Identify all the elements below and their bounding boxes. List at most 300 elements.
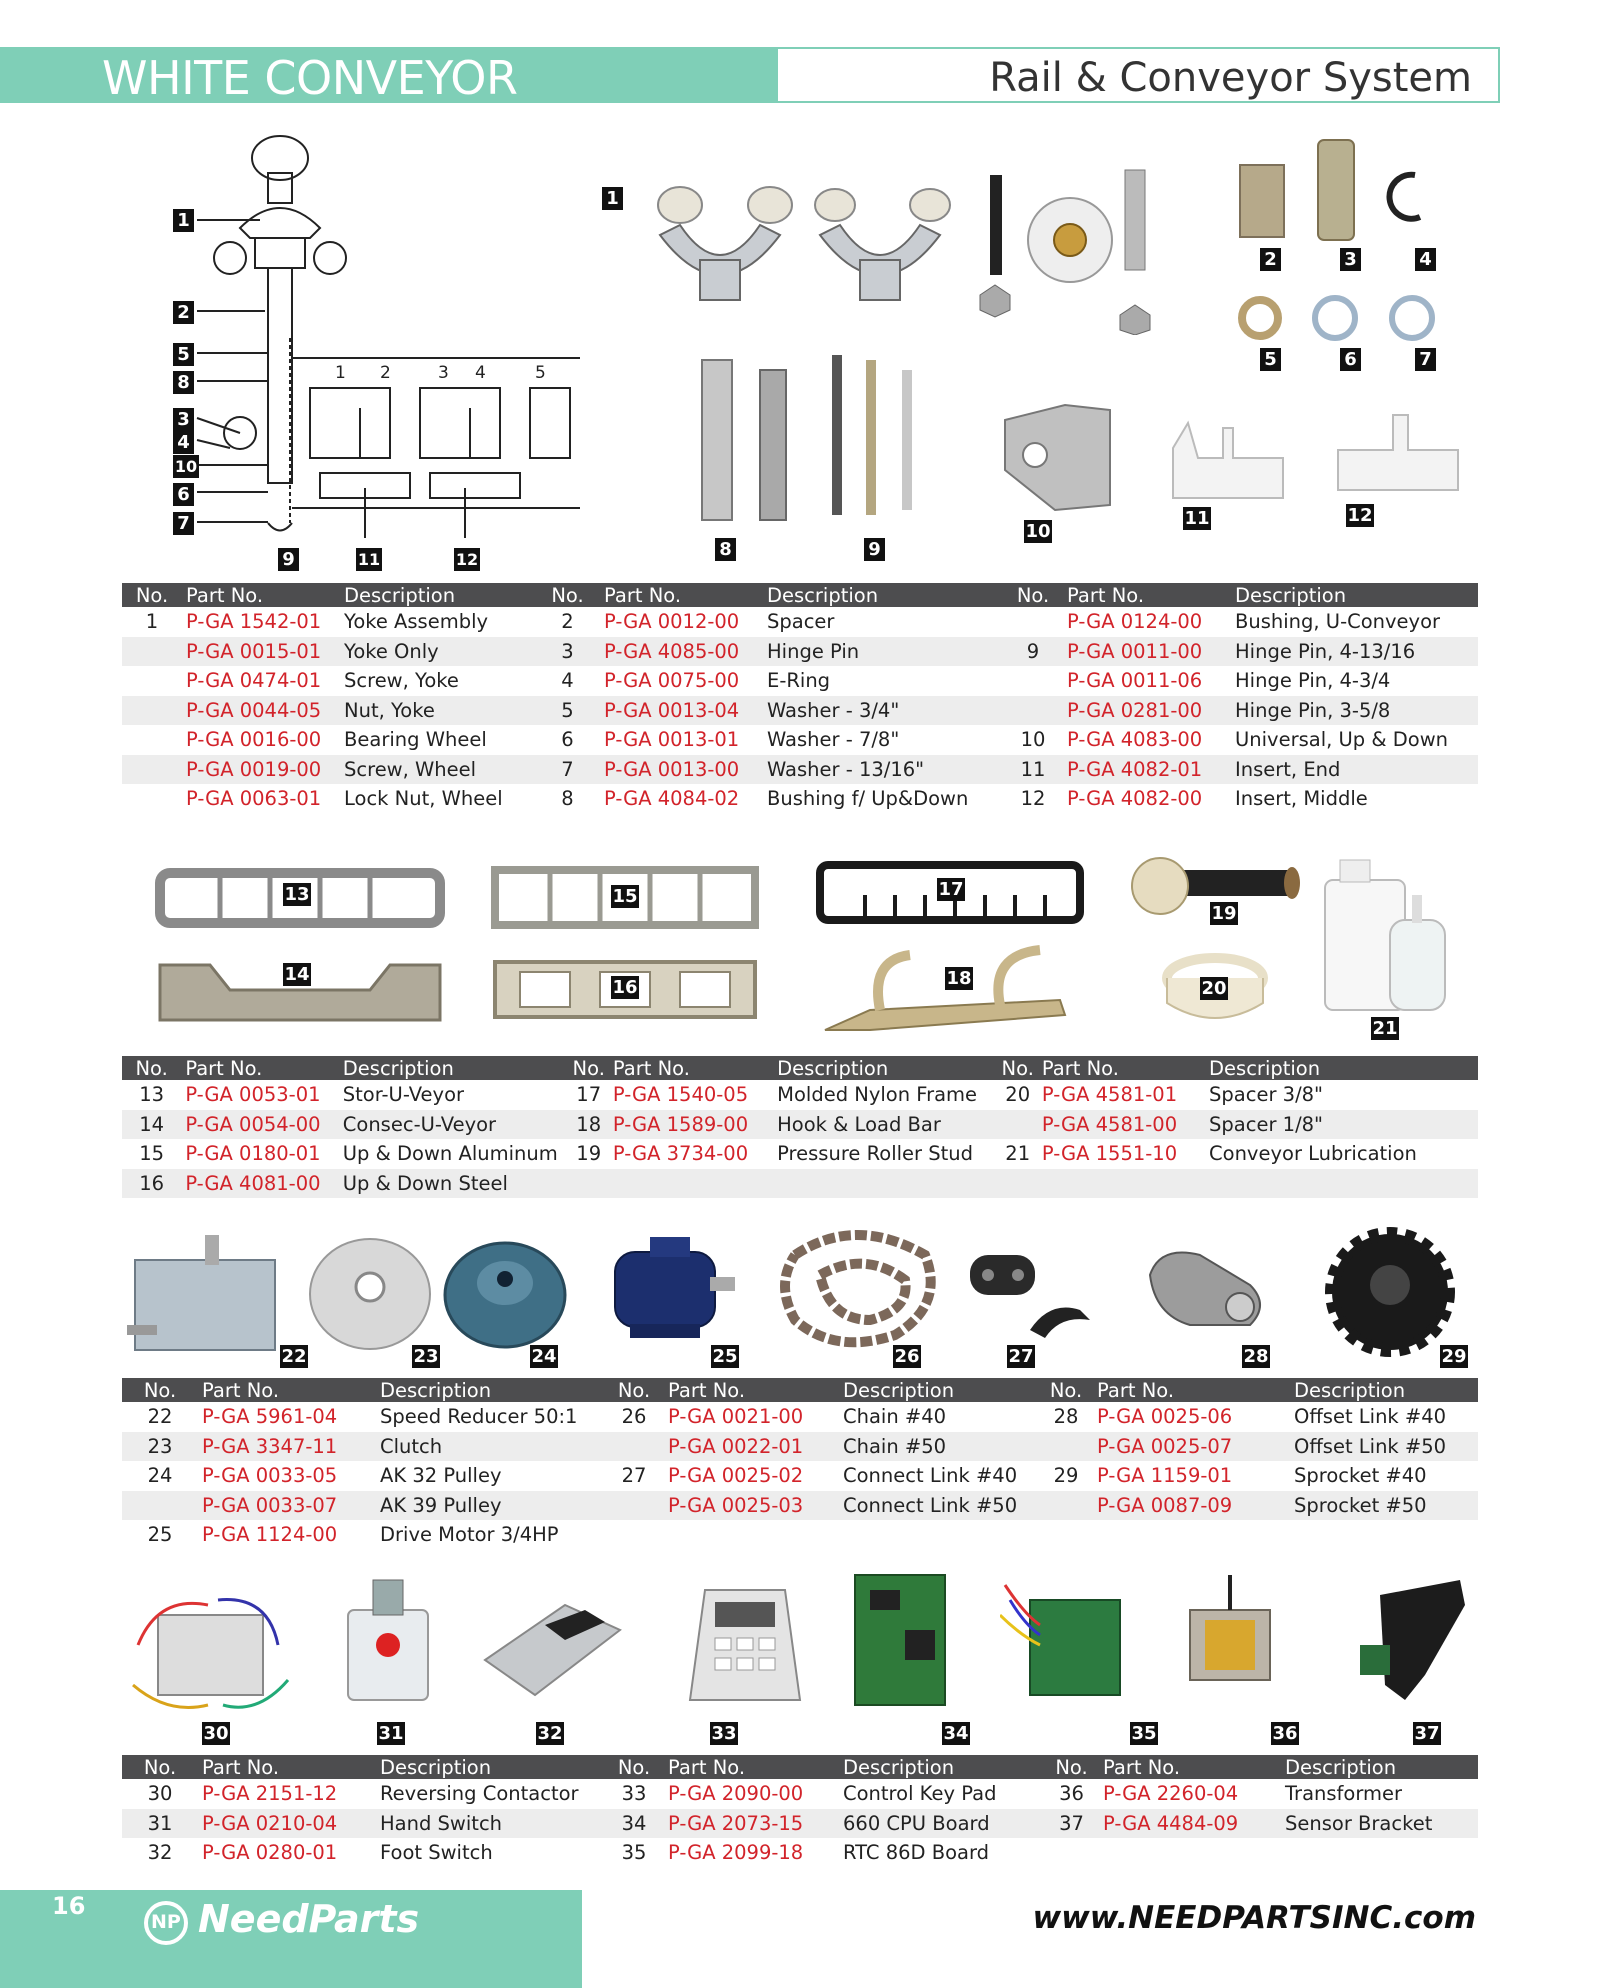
item-number-cell: 3 [535,637,600,667]
part-number-cell: P-GA 1551-10 [1041,1142,1178,1166]
part-number-cell: P-GA 0063-01 [186,787,322,811]
table-row [122,1432,1478,1462]
callout-badge: 10 [174,457,198,476]
photo-number-badge: 17 [938,879,964,900]
connect-link-photo [960,1240,1100,1350]
description-cell: Insert, End [1231,755,1478,785]
item-number-cell [1039,1432,1093,1462]
photo-number-badge: 13 [284,884,310,905]
part-number-cell: P-GA 4085-00 [600,637,763,667]
hinge-pins-photo [690,350,950,530]
table-row [122,1520,1478,1550]
part-number-cell: P-GA 4484-09 [1099,1809,1281,1839]
item-number-cell: 4 [561,669,574,693]
col-header-no: No. [122,1755,198,1779]
part-number-cell: P-GA 4581-01 [1041,1083,1178,1107]
part-number-cell: P-GA 4084-02 [604,787,740,811]
description-cell: AK 32 Pulley [380,1464,502,1488]
description-cell: Washer - 13/16" [763,755,1003,785]
sprocket-photo [1310,1225,1470,1360]
logo-mark: NP [151,1911,181,1933]
col-header-description: Description [763,583,1003,607]
item-number-cell [122,696,182,726]
table-row [122,755,1478,785]
part-number-cell: P-GA 0025-03 [664,1491,839,1521]
description-cell: Connect Link #50 [839,1491,1039,1521]
photo-number-badge: 3 [1340,248,1361,271]
transformer-photo [1175,1570,1285,1710]
item-number-cell: 17 [576,1083,602,1107]
foot-switch-photo [475,1590,625,1700]
description-cell: Clutch [376,1432,604,1462]
col-header-part-no: Part No. [182,583,340,607]
part-number-cell: P-GA 4083-00 [1067,728,1203,752]
description-cell [1290,1520,1478,1550]
part-number-cell: P-GA 0013-00 [600,755,763,785]
part-number-cell: P-GA 2073-15 [664,1809,839,1839]
needparts-logo [140,1895,440,1951]
description-cell: Offset Link #40 [1294,1405,1447,1429]
item-number-cell: 35 [621,1841,647,1865]
description-cell: Yoke Only [340,637,535,667]
description-cell: Up & Down Aluminum [342,1142,558,1166]
description-cell: Drive Motor 3/4HP [380,1523,559,1547]
col-header-description: Description [839,1755,1044,1779]
item-number-cell: 24 [147,1464,173,1488]
col-header-part-no: Part No. [198,1755,376,1779]
insert-end-photo [1168,418,1288,506]
parts-table-2 [122,1056,1478,1198]
description-cell: Connect Link #40 [843,1464,1018,1488]
part-number-cell: P-GA 0124-00 [1067,610,1203,634]
item-number-cell [1003,607,1063,637]
col-header-part-no: Part No. [198,1378,376,1402]
photo-number-badge: 34 [943,1723,969,1744]
drive-motor-photo [600,1232,740,1352]
description-cell: Hinge Pin, 4-3/4 [1235,669,1391,693]
callout-badge: 5 [173,343,194,366]
part-number-cell: P-GA 0021-00 [668,1405,804,1429]
item-number-cell [998,1110,1038,1140]
item-number-cell [122,1491,198,1521]
description-cell: RTC 86D Board [843,1841,990,1865]
col-header-part-no: Part No. [664,1755,839,1779]
item-number-cell: 10 [1020,728,1046,752]
description-cell [1281,1838,1478,1868]
description-cell: Conveyor Lubrication [1209,1142,1417,1166]
part-number-cell: P-GA 2260-04 [1103,1782,1239,1806]
description-cell [839,1520,1039,1550]
hook-load-bar-photo [810,940,1080,1040]
col-header-part-no: Part No. [181,1056,338,1080]
item-number-cell [122,637,182,667]
table-header-row [122,1378,1478,1402]
table-row [122,725,1478,755]
description-cell: Universal, Up & Down [1235,728,1449,752]
description-cell: Hinge Pin [763,637,1003,667]
part-number-cell: P-GA 2099-18 [668,1841,804,1865]
description-cell: Chain #50 [839,1432,1039,1462]
table-row [122,1838,1478,1868]
col-header-description: Description [340,583,535,607]
photo-number-badge: 31 [378,1723,404,1744]
description-cell: Stor-U-Veyor [342,1083,465,1107]
parts-table-4 [122,1755,1478,1868]
logo-text: NeedParts [198,1897,420,1941]
description-cell: Bushing f/ Up&Down [767,787,969,811]
bushing-pin-ering-photo [1230,135,1450,345]
cpu-board-photo [850,1570,950,1710]
photo-number-badge: 25 [712,1346,738,1367]
col-header-description: Description [839,1378,1039,1402]
item-number-cell [1003,696,1063,726]
part-number-cell: P-GA 0054-00 [181,1110,338,1140]
col-header-part-no: Part No. [1099,1755,1281,1779]
item-number-cell: 34 [604,1809,664,1839]
callout-badge: 8 [173,371,194,394]
item-number-cell: 22 [147,1405,173,1429]
description-cell: Consec-U-Veyor [339,1110,569,1140]
conveyor-exploded-diagram [170,128,590,578]
col-header-part-no: Part No. [1093,1378,1290,1402]
part-number-cell: P-GA 0011-00 [1063,637,1231,667]
part-number-cell: P-GA 0210-04 [198,1809,376,1839]
description-cell: 660 CPU Board [839,1809,1044,1839]
control-key-pad-photo [680,1580,810,1710]
part-number-cell: P-GA 4581-00 [1038,1110,1205,1140]
part-number-cell: P-GA 4081-00 [181,1169,338,1199]
item-number-cell: 20 [1005,1083,1031,1107]
np-logo-icon [144,1901,188,1945]
part-number-cell: P-GA 1540-05 [612,1083,749,1107]
photo-number-badge: 36 [1272,1723,1298,1744]
item-number-cell: 32 [147,1841,173,1865]
section-title: WHITE CONVEYOR [102,51,518,105]
table-header-row [122,583,1478,607]
item-number-cell [1039,1520,1093,1550]
description-cell: Bushing, U-Conveyor [1235,610,1441,634]
callout-badge: 9 [278,548,299,571]
photo-number-badge: 24 [531,1346,557,1367]
photo-number-badge: 12 [1347,505,1373,526]
part-number-cell: P-GA 0087-09 [1093,1491,1290,1521]
description-cell: Sensor Bracket [1281,1809,1478,1839]
description-cell [773,1169,997,1199]
description-cell: Transformer [1285,1782,1403,1806]
description-cell: Sprocket #40 [1294,1464,1427,1488]
col-header-part-no: Part No. [600,583,763,607]
item-number-cell: 28 [1053,1405,1079,1429]
item-number-cell [569,1169,609,1199]
part-number-cell: P-GA 5961-04 [202,1405,338,1429]
description-cell: Hand Switch [376,1809,604,1839]
item-number-cell: 29 [1053,1464,1079,1488]
photo-number-badge: 20 [1201,978,1227,999]
part-number-cell [1099,1838,1281,1868]
col-header-part-no: Part No. [664,1378,839,1402]
part-number-cell: P-GA 1542-01 [186,610,322,634]
photo-number-badge: 21 [1372,1018,1398,1039]
description-cell: Up & Down Steel [339,1169,569,1199]
item-number-cell: 25 [147,1523,173,1547]
col-header-description: Description [376,1378,604,1402]
photo-number-badge: 27 [1008,1346,1034,1367]
link-label: 2 [380,363,391,383]
item-number-cell [604,1491,664,1521]
col-header-no: No. [604,1755,664,1779]
part-number-cell: P-GA 0033-05 [202,1464,338,1488]
link-label: 5 [535,363,546,383]
col-header-no: No. [604,1378,664,1402]
part-number-cell: P-GA 0075-00 [604,669,740,693]
col-header-no: No. [122,1056,181,1080]
table-row [122,696,1478,726]
part-number-cell: P-GA 0013-04 [600,696,763,726]
photo-number-badge: 29 [1441,1346,1467,1367]
item-number-cell: 30 [147,1782,173,1806]
item-number-cell [122,725,182,755]
item-number-cell: 9 [1003,637,1063,667]
col-header-no: No. [122,1378,198,1402]
col-header-no: No. [1044,1755,1099,1779]
description-cell: Hinge Pin, 4-13/16 [1231,637,1478,667]
item-number-cell [604,1432,664,1462]
photo-number-badge: 1 [602,187,623,210]
table-row [122,607,1478,637]
item-number-cell: 2 [561,610,574,634]
description-cell: Offset Link #50 [1290,1432,1478,1462]
item-number-cell: 31 [122,1809,198,1839]
table-row [122,637,1478,667]
item-number-cell [122,755,182,785]
table-row [122,1491,1478,1521]
description-cell [1205,1169,1478,1199]
photo-number-badge: 19 [1211,903,1237,924]
table-row [122,1809,1478,1839]
photo-number-badge: 30 [203,1723,229,1744]
description-cell: Screw, Wheel [340,755,535,785]
insert-middle-photo [1333,410,1463,500]
col-header-description: Description [773,1056,997,1080]
table-row [122,1080,1478,1110]
item-number-cell: 14 [122,1110,181,1140]
item-number-cell: 15 [139,1142,165,1166]
photo-number-badge: 2 [1260,248,1281,271]
callout-badge: 1 [173,209,194,232]
header-left-band [0,47,778,103]
part-number-cell: P-GA 3347-11 [198,1432,376,1462]
item-number-cell: 18 [569,1110,609,1140]
col-header-description: Description [376,1755,604,1779]
description-cell: Lock Nut, Wheel [344,787,503,811]
part-number-cell: P-GA 0053-01 [185,1083,321,1107]
part-number-cell: P-GA 0025-07 [1093,1432,1290,1462]
part-number-cell: P-GA 4082-01 [1063,755,1231,785]
photo-number-badge: 15 [612,886,638,907]
col-header-description: Description [1281,1755,1478,1779]
table-row [122,1169,1478,1199]
link-label: 3 [438,363,449,383]
photo-number-badge: 7 [1415,348,1436,371]
universal-up-down-photo [990,400,1120,515]
item-number-cell: 23 [122,1432,198,1462]
col-header-description: Description [339,1056,569,1080]
photo-number-badge: 23 [413,1346,439,1367]
description-cell: Pressure Roller Stud [777,1142,974,1166]
part-number-cell: P-GA 0180-01 [185,1142,321,1166]
part-number-cell: P-GA 1589-00 [609,1110,773,1140]
yoke-assembly-photo [640,165,980,335]
part-number-cell [664,1520,839,1550]
link-label: 1 [335,363,346,383]
photo-number-badge: 16 [612,977,638,998]
part-number-cell: P-GA 0044-05 [182,696,340,726]
description-cell: E-Ring [767,669,831,693]
photo-number-badge: 26 [894,1346,920,1367]
part-number-cell: P-GA 0280-01 [202,1841,338,1865]
item-number-cell: 7 [535,755,600,785]
page-number: 16 [52,1892,86,1920]
item-number-cell [1003,666,1063,696]
part-number-cell: P-GA 3734-00 [612,1142,749,1166]
part-number-cell: P-GA 0012-00 [604,610,740,634]
callout-badge: 11 [357,550,381,569]
item-number-cell: 19 [576,1142,602,1166]
table-row [122,1139,1478,1169]
header-right-box [778,47,1500,103]
description-cell: Yoke Assembly [344,610,489,634]
table-row [122,1110,1478,1140]
part-number-cell: P-GA 0033-07 [198,1491,376,1521]
section-subtitle: Rail & Conveyor System [989,55,1472,101]
item-number-cell [604,1520,664,1550]
description-cell: Insert, Middle [1235,787,1368,811]
callout-badge: 4 [173,431,194,454]
item-number-cell: 6 [561,728,574,752]
reversing-contactor-photo [128,1585,293,1720]
description-cell: Nut, Yoke [340,696,535,726]
description-cell: Bearing Wheel [344,728,487,752]
item-number-cell: 12 [1020,787,1046,811]
description-cell: Screw, Yoke [344,669,459,693]
description-cell: Control Key Pad [843,1782,997,1806]
col-header-part-no: Part No. [609,1056,773,1080]
description-cell: Spacer 1/8" [1205,1110,1478,1140]
part-number-cell [1038,1169,1205,1199]
description-cell: Spacer 3/8" [1209,1083,1324,1107]
col-header-part-no: Part No. [1063,583,1231,607]
callout-badge: 6 [173,483,194,506]
part-number-cell: P-GA 0025-06 [1097,1405,1233,1429]
item-number-cell: 5 [535,696,600,726]
callout-badge: 7 [173,512,194,535]
website-link[interactable]: www.NEEDPARTSINC.com [1032,1900,1476,1936]
photo-number-badge: 5 [1260,348,1281,371]
ak-pulley-photo [440,1235,570,1355]
lubrication-bottles-photo [1320,850,1450,1015]
photo-number-badge: 32 [537,1723,563,1744]
item-number-cell: 33 [621,1782,647,1806]
item-number-cell: 27 [621,1464,647,1488]
description-cell: Hook & Load Bar [773,1110,997,1140]
clutch-photo [305,1232,435,1357]
table-row [122,1461,1478,1491]
item-number-cell: 13 [139,1083,165,1107]
part-number-cell: P-GA 0015-01 [182,637,340,667]
description-cell: Molded Nylon Frame [777,1083,978,1107]
col-header-no: No. [569,1056,609,1080]
item-number-cell: 16 [122,1169,181,1199]
table-header-row [122,1056,1478,1080]
description-cell: Chain #40 [843,1405,947,1429]
rtc-board-photo [1000,1575,1130,1705]
item-number-cell [122,784,182,814]
photo-number-badge: 28 [1243,1346,1269,1367]
part-number-cell: P-GA 2090-00 [668,1782,804,1806]
part-number-cell: P-GA 1124-00 [202,1523,338,1547]
page-header [0,47,1500,103]
item-number-cell [998,1169,1038,1199]
col-header-no: No. [1039,1378,1093,1402]
part-number-cell: P-GA 0025-02 [668,1464,804,1488]
roller-chain-photo [775,1225,945,1355]
item-number-cell: 37 [1044,1809,1099,1839]
description-cell: Washer - 7/8" [767,728,900,752]
photo-number-badge: 14 [284,964,310,985]
part-number-cell: P-GA 1159-01 [1097,1464,1233,1488]
photo-number-badge: 18 [946,968,972,989]
table-header-row [122,1755,1478,1779]
description-cell: Sprocket #50 [1290,1491,1478,1521]
table-row [122,784,1478,814]
item-number-cell [122,666,182,696]
speed-reducer-photo [125,1230,295,1360]
table-row [122,666,1478,696]
col-header-description: Description [1205,1056,1478,1080]
description-cell: Hinge Pin, 3-5/8 [1231,696,1478,726]
item-number-cell: 21 [1005,1142,1031,1166]
part-number-cell: P-GA 0011-06 [1067,669,1203,693]
col-header-no: No. [1003,583,1063,607]
col-header-no: No. [535,583,600,607]
part-number-cell: P-GA 0019-00 [182,755,340,785]
item-number-cell [1044,1838,1099,1868]
photo-number-badge: 22 [281,1346,307,1367]
parts-table-1 [122,583,1478,814]
description-cell: Speed Reducer 50:1 [380,1405,578,1429]
item-number-cell: 36 [1059,1782,1084,1806]
photo-number-badge: 33 [711,1723,737,1744]
part-number-cell: P-GA 0281-00 [1063,696,1231,726]
table-row [122,1779,1478,1809]
item-number-cell: 8 [561,787,574,811]
consec-u-veyor-photo [150,950,450,1030]
description-cell: Washer - 3/4" [763,696,1003,726]
photo-number-badge: 37 [1414,1723,1440,1744]
part-number-cell: P-GA 2151-12 [202,1782,338,1806]
part-number-cell: P-GA 4082-00 [1067,787,1203,811]
hand-switch-photo [338,1575,438,1705]
description-cell: Spacer [767,610,835,634]
part-number-cell: P-GA 0474-01 [186,669,322,693]
part-number-cell [609,1169,773,1199]
photo-number-badge: 11 [1184,508,1210,529]
col-header-description: Description [1290,1378,1478,1402]
sensor-bracket-photo [1340,1575,1470,1705]
callout-badge: 12 [455,550,479,569]
part-number-cell: P-GA 0013-01 [604,728,740,752]
photo-number-badge: 6 [1340,348,1361,371]
